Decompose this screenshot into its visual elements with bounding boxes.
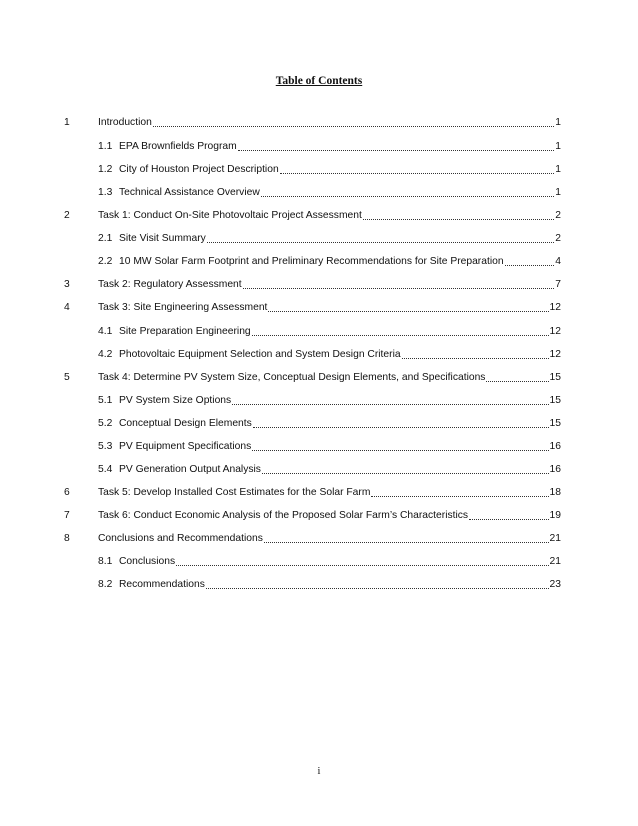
toc-leader — [264, 542, 549, 543]
toc-entry[interactable] — [64, 531, 561, 547]
toc-leader — [280, 173, 555, 174]
toc-leader — [371, 496, 548, 497]
toc-entry[interactable] — [64, 370, 561, 386]
toc-entry[interactable] — [98, 462, 561, 478]
toc-entry-title: Task 2: Regulatory Assessment — [98, 279, 242, 290]
toc-entry-page: 1 — [555, 187, 561, 198]
toc-entry-title: Task 6: Conduct Economic Analysis of the Proposed Solar Farm’s Characteristics — [98, 510, 469, 521]
toc-entry-title: Task 4: Determine PV System Size, Conceptual Design Elements, and Specifications — [98, 372, 486, 383]
toc-entry-title: Technical Assistance Overview — [119, 187, 260, 198]
toc-leader — [505, 265, 555, 266]
toc-entry-title: Photovoltaic Equipment Selection and System Design Criteria — [119, 349, 401, 360]
toc-leader — [486, 381, 548, 382]
toc-entry[interactable] — [98, 185, 561, 201]
toc-leader — [363, 219, 554, 220]
toc-entry-title: Introduction — [98, 117, 152, 128]
toc-entry-title: Conclusions and Recommendations — [98, 533, 263, 544]
toc-entry-page: 12 — [549, 349, 561, 360]
toc-entry[interactable] — [64, 208, 561, 224]
toc-entry[interactable] — [64, 115, 561, 131]
toc-entry[interactable] — [98, 439, 561, 455]
toc-leader — [252, 335, 549, 336]
toc-entry-number: 5.4 — [98, 464, 113, 475]
toc-entry-number: 4 — [64, 302, 70, 313]
toc-entry-number: 1.2 — [98, 164, 113, 175]
toc-entry-page: 18 — [549, 487, 561, 498]
toc-entry-page: 21 — [549, 556, 561, 567]
toc-entry-number: 5.2 — [98, 418, 113, 429]
toc-entry-page: 7 — [555, 279, 561, 290]
toc-leader — [261, 196, 554, 197]
toc-title: Table of Contents — [275, 75, 363, 87]
toc-entry-page: 1 — [555, 164, 561, 175]
toc-leader — [207, 242, 554, 243]
toc-leader — [253, 427, 549, 428]
toc-entry-page: 15 — [549, 418, 561, 429]
toc-entry-page: 16 — [549, 441, 561, 452]
page-number: i — [317, 766, 321, 777]
toc-entry-title: PV System Size Options — [119, 395, 232, 406]
toc-entry-title: Conceptual Design Elements — [119, 418, 252, 429]
toc-leader — [402, 358, 549, 359]
toc-entry-page: 21 — [549, 533, 561, 544]
toc-entry[interactable] — [98, 324, 561, 340]
toc-entry-page: 16 — [549, 464, 561, 475]
toc-entry-number: 1.3 — [98, 187, 113, 198]
toc-entry-number: 3 — [64, 279, 70, 290]
toc-entry-title: PV Equipment Specifications — [119, 441, 252, 452]
toc-entry-page: 15 — [549, 395, 561, 406]
toc-entry-title: Recommendations — [119, 579, 205, 590]
toc-entry[interactable] — [98, 347, 561, 363]
toc-entry-number: 1.1 — [98, 141, 113, 152]
toc-leader — [238, 150, 555, 151]
toc-entry-number: 8.1 — [98, 556, 113, 567]
toc-entry-title: PV Generation Output Analysis — [119, 464, 261, 475]
toc-entry-page: 1 — [555, 117, 561, 128]
toc-entry[interactable] — [98, 554, 561, 570]
toc-entry-title: Task 5: Develop Installed Cost Estimates for the Solar Farm — [98, 487, 371, 498]
toc-entry-title: Conclusions — [119, 556, 176, 567]
toc-leader — [176, 565, 548, 566]
toc-entry-page: 12 — [549, 302, 561, 313]
toc-entry-page: 2 — [555, 233, 561, 244]
toc-entry-number: 5.3 — [98, 441, 113, 452]
toc-entry-number: 8.2 — [98, 579, 113, 590]
toc-entry-number: 5.1 — [98, 395, 113, 406]
toc-leader — [243, 288, 555, 289]
toc-entry[interactable] — [98, 254, 561, 270]
toc-entry-page: 15 — [549, 372, 561, 383]
toc-entry-title: Site Visit Summary — [119, 233, 206, 244]
toc-entry-title: Site Preparation Engineering — [119, 326, 251, 337]
toc-entry-number: 8 — [64, 533, 70, 544]
toc-entry[interactable] — [98, 577, 561, 593]
toc-leader — [153, 126, 554, 127]
toc-entry[interactable] — [98, 162, 561, 178]
toc-leader — [206, 588, 549, 589]
toc-entry-page: 23 — [549, 579, 561, 590]
toc-entry-number: 5 — [64, 372, 70, 383]
toc-entry[interactable] — [98, 139, 561, 155]
toc-entry-number: 2.2 — [98, 256, 113, 267]
toc-entry[interactable] — [64, 508, 561, 524]
toc-entry-page: 4 — [555, 256, 561, 267]
toc-entry-number: 6 — [64, 487, 70, 498]
toc-leader — [469, 519, 548, 520]
toc-entry-page: 1 — [555, 141, 561, 152]
toc-entry-number: 2 — [64, 210, 70, 221]
toc-entry[interactable] — [64, 485, 561, 501]
toc-entry-title: City of Houston Project Description — [119, 164, 279, 175]
toc-entry-number: 7 — [64, 510, 70, 521]
toc-entry-page: 19 — [549, 510, 561, 521]
toc-leader — [232, 404, 548, 405]
toc-entry-title: Task 1: Conduct On-Site Photovoltaic Project Assessment — [98, 210, 362, 221]
toc-entry[interactable] — [64, 277, 561, 293]
toc-leader — [268, 311, 548, 312]
toc-entry[interactable] — [64, 300, 561, 316]
toc-entry-number: 1 — [64, 117, 70, 128]
toc-entry[interactable] — [98, 393, 561, 409]
toc-entry-title: Task 3: Site Engineering Assessment — [98, 302, 268, 313]
toc-entry-number: 2.1 — [98, 233, 113, 244]
toc-entry[interactable] — [98, 416, 561, 432]
toc-leader — [262, 473, 549, 474]
toc-entry[interactable] — [98, 231, 561, 247]
toc-entry-number: 4.2 — [98, 349, 113, 360]
toc-entry-title: 10 MW Solar Farm Footprint and Preliminary Recommendations for Site Preparation — [119, 256, 504, 267]
toc-entry-page: 12 — [549, 326, 561, 337]
toc-entry-title: EPA Brownfields Program — [119, 141, 237, 152]
toc-leader — [252, 450, 548, 451]
toc-entry-number: 4.1 — [98, 326, 113, 337]
toc-entry-page: 2 — [555, 210, 561, 221]
